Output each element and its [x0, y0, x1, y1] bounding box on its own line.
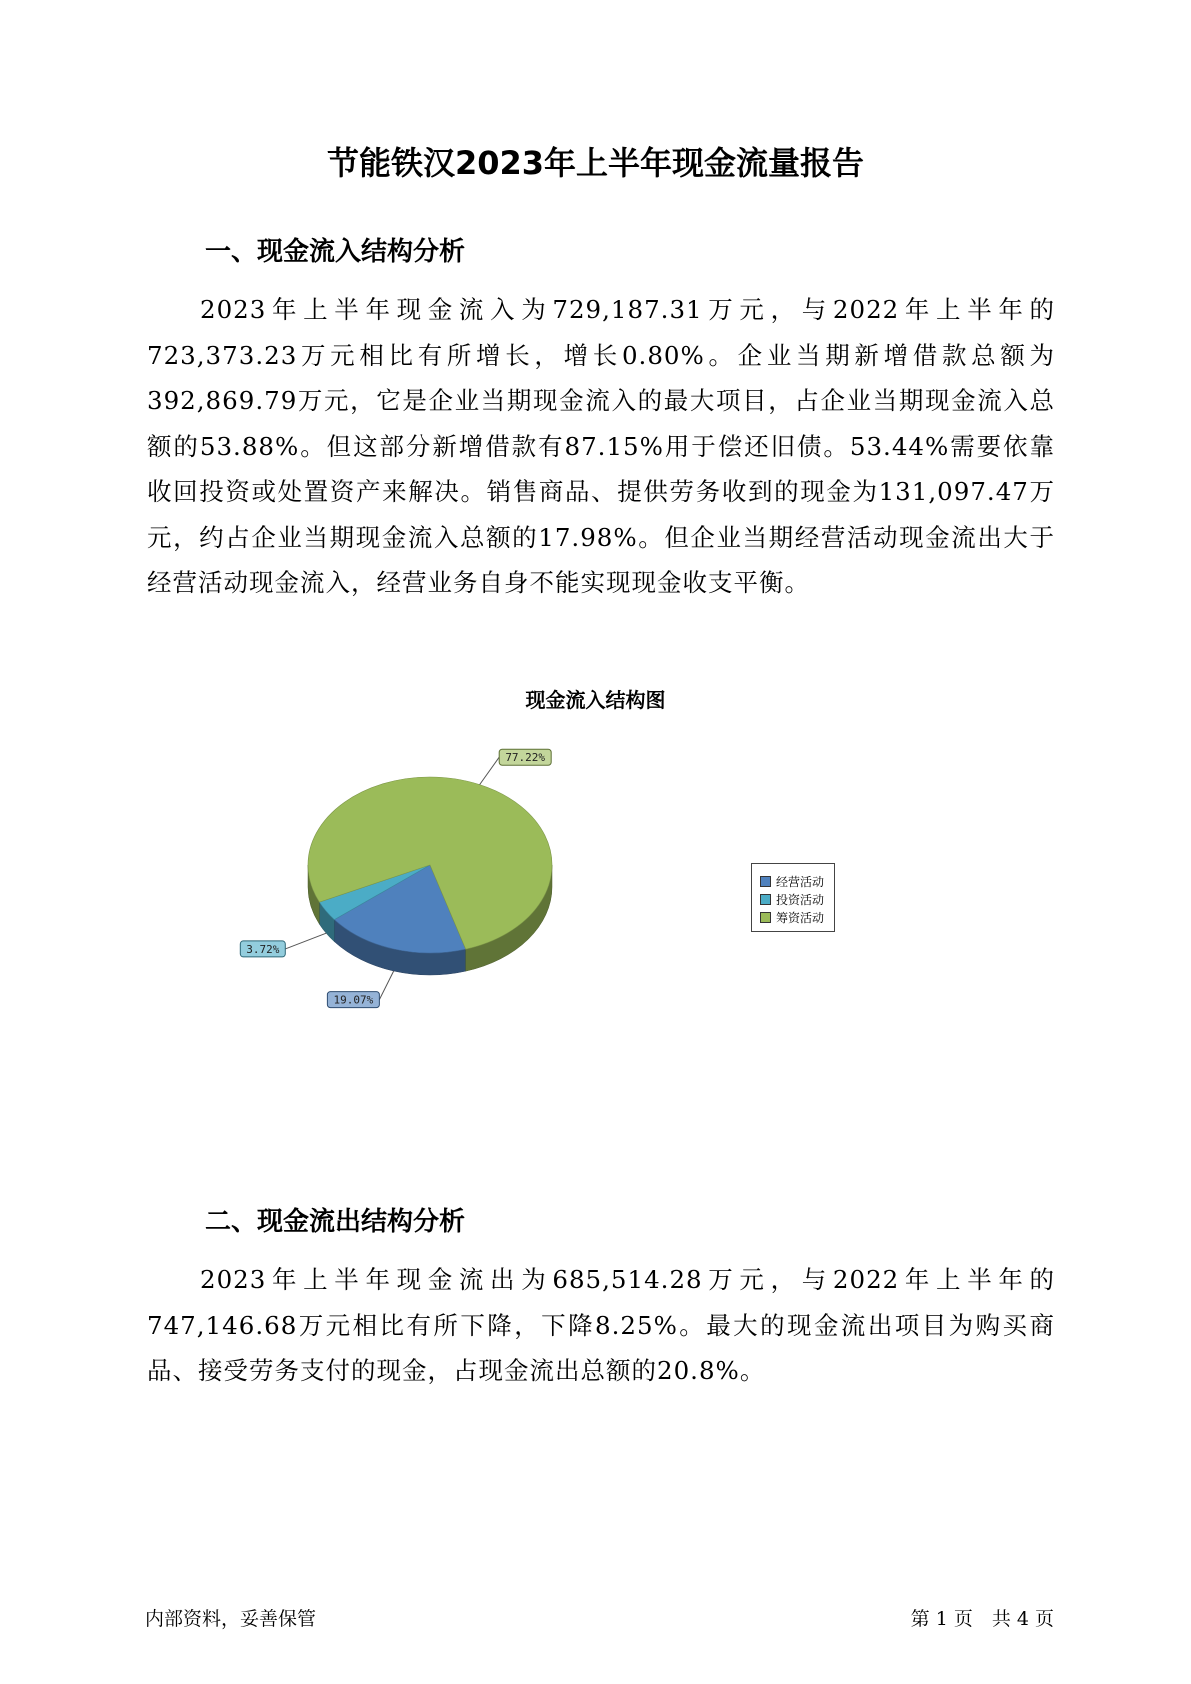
legend-label-operating: 经营活动 — [776, 874, 825, 889]
pie-leader-1 — [285, 933, 326, 949]
outflow-analysis-paragraph: 2023年上半年现金流出为685,514.28万元，与2022年上半年的747,146.68万元相比有所下降，下降8.25%。最大的现金流出项目为购买商品、接受劳务支付的现金，占现金流出总额的20.8%。 — [147, 1265, 1055, 1385]
section-heading-outflow: 二、现金流出结构分析 — [205, 1207, 466, 1237]
legend-item-financing — [760, 908, 834, 926]
inflow-analysis-paragraph: 2023年上半年现金流入为729,187.31万元，与2022年上半年的723,373.23万元相比有所增长，增长0.80%。企业当期新增借款总额为392,869.79万元，它是企业当期现金流入的最大项目，占企业当期现金流入总额的53.88%。但这部分新增借款有87.15%用于偿还旧债。53.44%需要依靠收回投资或处置资产来解决。销售商品、提供劳务收到的现金为131,097.47万元，约占企业当期现金流入总额的17.98%。但企业当期经营活动现金流出大于经营活动现金流入，经营业务自身不能实现现金收支平衡。 — [147, 295, 1055, 597]
legend-label-investing: 投资活动 — [776, 892, 825, 907]
footer-page-number: 第 1 页 共 4 页 — [910, 1608, 1054, 1630]
legend-swatch-financing — [760, 912, 771, 923]
chart-title: 现金流入结构图 — [525, 688, 666, 712]
legend-item-investing — [760, 890, 834, 908]
legend-swatch-operating — [760, 876, 771, 887]
legend-swatch-investing — [760, 894, 771, 905]
pie-data-label-0: 19.07% — [333, 993, 374, 1007]
footer-confidential-note: 内部资料，妥善保管 — [145, 1608, 317, 1630]
chart-legend — [751, 863, 835, 932]
document-title: 节能铁汉2023年上半年现金流量报告 — [326, 144, 865, 182]
legend-item-operating — [760, 872, 834, 890]
legend-label-financing: 筹资活动 — [776, 910, 825, 925]
pie-data-label-1: 3.72% — [246, 942, 280, 956]
pie-leader-2 — [480, 757, 500, 784]
pie-leader-0 — [379, 971, 393, 1000]
section-heading-inflow: 一、现金流入结构分析 — [205, 237, 466, 267]
pie-data-label-2: 77.22% — [505, 751, 546, 765]
cash-inflow-pie-chart — [0, 751, 1191, 1007]
